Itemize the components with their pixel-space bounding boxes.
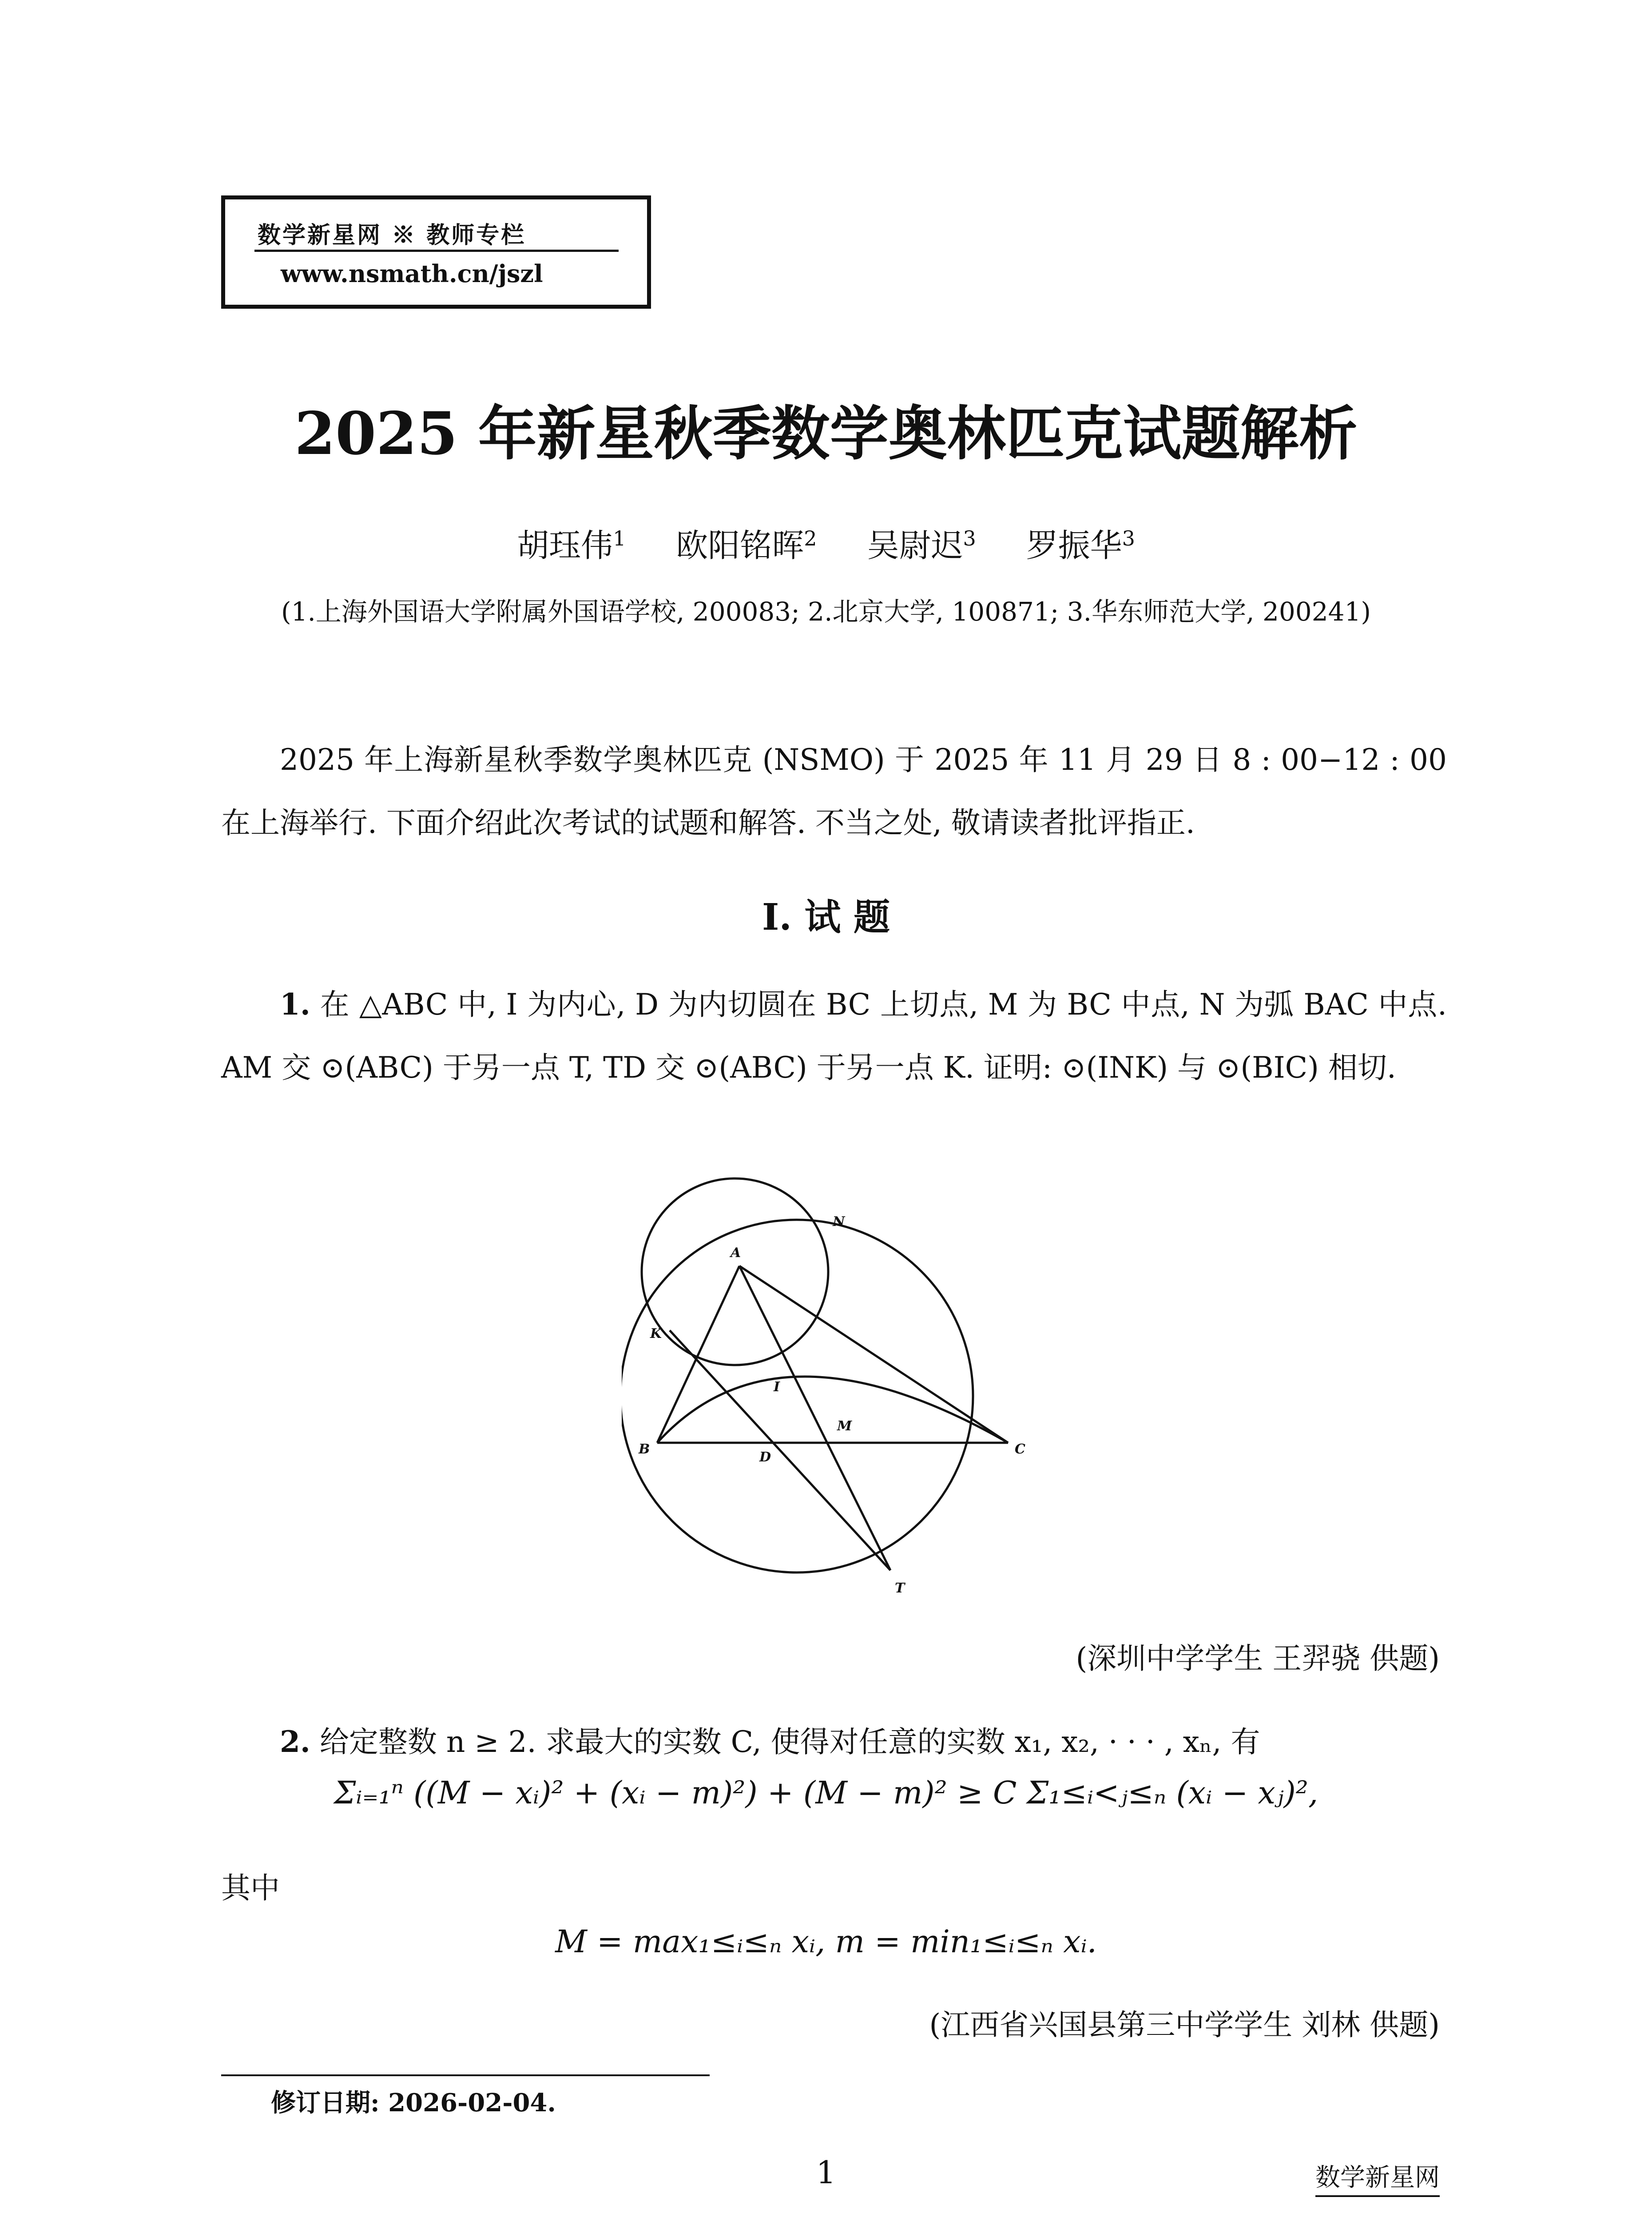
page-title: 2025 年新星秋季数学奥林匹克试题解析 bbox=[294, 399, 1358, 468]
problem-2-lead: 给定整数 n ≥ 2. 求最大的实数 C, 使得对任意的实数 x₁, x₂, · · · , xₙ, 有 bbox=[319, 1725, 1260, 1759]
footer-brand[interactable]: 数学新星网 bbox=[1315, 2158, 1440, 2197]
problem-1-figure bbox=[622, 1173, 1048, 1617]
affiliations: (1.上海外国语大学附属外国语学校, 200083; 2.北京大学, 100871; 3.华东师范大学, 200241) bbox=[281, 597, 1371, 627]
label-k: K bbox=[650, 1326, 662, 1341]
footnote-rule bbox=[221, 2074, 710, 2076]
author: 吴尉迟$^3$ bbox=[867, 526, 976, 564]
problem-2-credit: (江西省兴国县第三中学学生 刘林 供题) bbox=[929, 2008, 1440, 2042]
intro-paragraph: 2025 年上海新星秋季数学奥林匹克 (NSMO) 于 2025 年 11 月 29 日 8 : 00−12 : 00 在上海举行. 下面介绍此次考试的试题和解答. 不当之处, 敬请读者批评指正. bbox=[221, 743, 1447, 840]
label-d: D bbox=[759, 1449, 771, 1465]
footnote: 修订日期: 2026-02-04. bbox=[271, 2088, 556, 2118]
problem-2-number: 2. bbox=[280, 1724, 310, 1759]
author: 欧阳铭晖$^2$ bbox=[676, 526, 817, 564]
page-number: 1 bbox=[816, 2154, 836, 2191]
author: 罗振华$^3$ bbox=[1026, 526, 1135, 564]
circle-ink bbox=[642, 1178, 828, 1365]
column-name: 教师专栏 bbox=[426, 222, 526, 249]
site-name: 数学新星网 bbox=[258, 222, 382, 249]
label-c: C bbox=[1015, 1441, 1025, 1457]
label-b: B bbox=[639, 1441, 650, 1457]
label-m: M bbox=[837, 1418, 852, 1434]
header-separator: ※ bbox=[392, 222, 417, 249]
label-i: I bbox=[774, 1379, 780, 1395]
segment-at bbox=[739, 1266, 890, 1570]
problem-1-credit: (深圳中学学生 王羿骁 供题) bbox=[1076, 1641, 1440, 1676]
header-title bbox=[258, 216, 526, 250]
problem-1-text: 在 △ABC 中, I 为内心, D 为内切圆在 BC 上切点, M 为 BC 中点, N 为弧 BAC 中点. AM 交 ⊙(ABC) 于另一点 T, TD 交 ⊙(ABC) 于另一点 K. 证明: ⊙(INK) 与 ⊙(BIC) 相切. bbox=[221, 987, 1447, 1085]
author-list bbox=[0, 520, 1652, 566]
problem-2-inequality: Σᵢ₌₁ⁿ ((M − xᵢ)² + (xᵢ − m)²) + (M − m)² ≥ C Σ₁≤ᵢ<ⱼ≤ₙ (xᵢ − xⱼ)², bbox=[334, 1775, 1318, 1811]
header-box bbox=[221, 195, 651, 309]
problem-2 bbox=[221, 1710, 1447, 1774]
arc-bic bbox=[657, 1377, 1008, 1443]
problem-2-where: 其中 bbox=[221, 1871, 280, 1905]
segment-ab bbox=[657, 1266, 739, 1443]
segment-kt bbox=[670, 1330, 890, 1570]
header-url[interactable]: www.nsmath.cn/jszl bbox=[281, 259, 543, 288]
problem-1 bbox=[221, 973, 1447, 1099]
problem-1-number: 1. bbox=[280, 987, 310, 1022]
header-rule bbox=[254, 250, 619, 252]
label-a: A bbox=[731, 1245, 741, 1261]
section-title: I. 试 题 bbox=[762, 896, 890, 939]
problem-2-definition: M = max₁≤ᵢ≤ₙ xᵢ, m = min₁≤ᵢ≤ₙ xᵢ. bbox=[555, 1923, 1097, 1960]
label-n: N bbox=[833, 1214, 845, 1230]
author: 胡珏伟$^1$ bbox=[517, 526, 626, 564]
circumcircle-abc bbox=[622, 1220, 973, 1572]
label-t: T bbox=[895, 1580, 905, 1596]
